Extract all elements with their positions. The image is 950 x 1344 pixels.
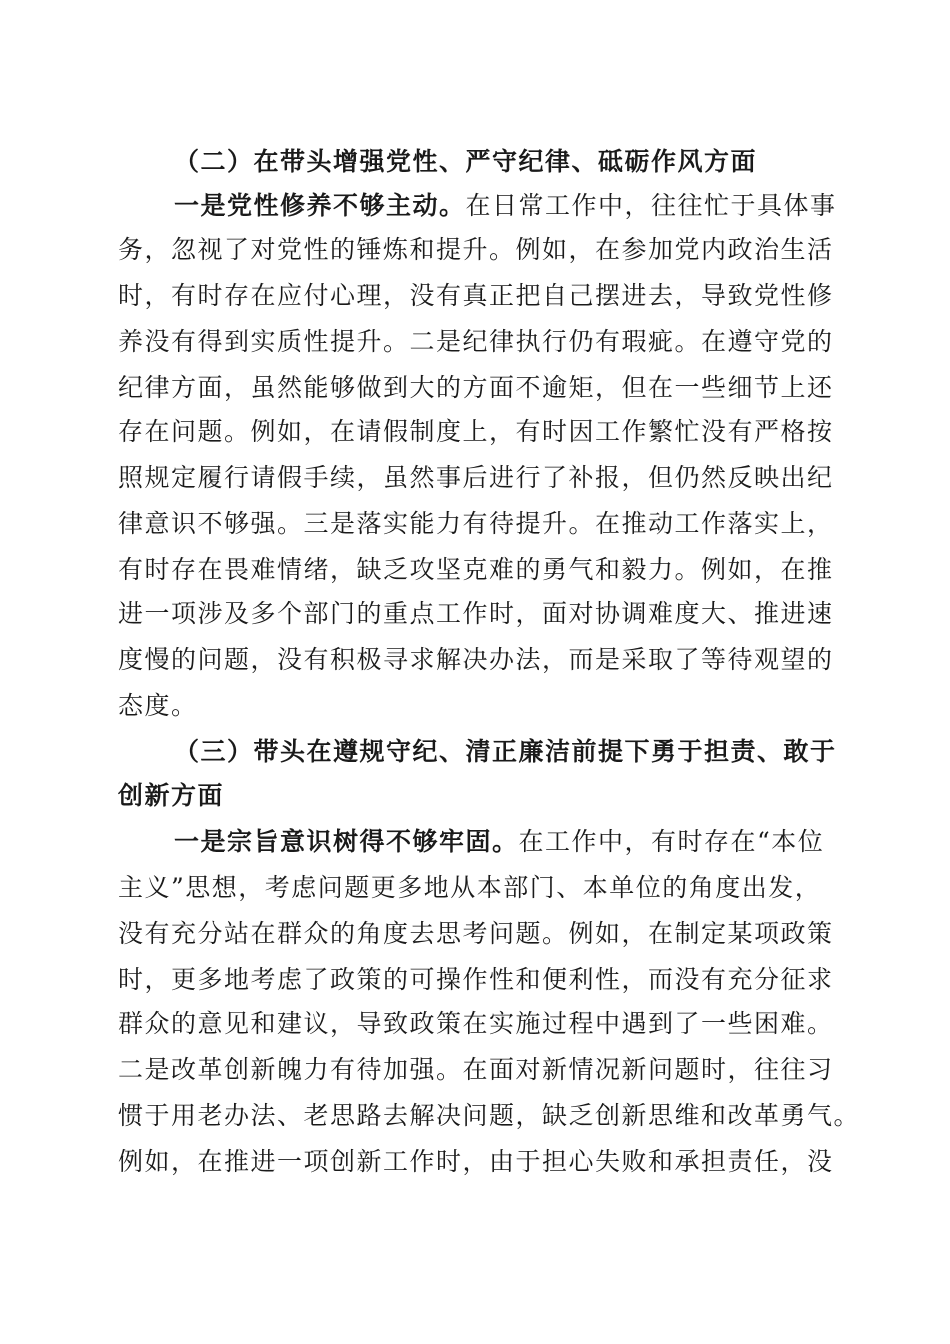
paragraph-line — [118, 1048, 834, 1092]
line-text: 群众的意见和建议，导致政策在实施过程中遇到了一些困难。 — [118, 1009, 834, 1038]
paragraph-lead: 一是宗旨意识树得不够牢固。 — [174, 827, 519, 856]
section-heading-line — [118, 774, 224, 818]
paragraph-line — [118, 228, 834, 272]
paragraph-line — [118, 1094, 860, 1138]
line-text: 律意识不够强。三是落实能力有待提升。在推动工作落实上， — [118, 509, 834, 538]
line-text: 有时存在畏难情绪，缺乏攻坚克难的勇气和毅力。例如，在推 — [118, 555, 834, 584]
paragraph-line — [118, 592, 834, 636]
line-text: 在日常工作中，往往忙于具体事 — [465, 191, 837, 220]
line-text: 创新方面 — [118, 781, 225, 810]
line-text: 例如，在推进一项创新工作时，由于担心失败和承担责任，没 — [118, 1147, 834, 1176]
paragraph-line — [118, 548, 834, 592]
paragraph-line — [118, 958, 834, 1002]
paragraph-line — [118, 320, 834, 364]
paragraph-line — [118, 410, 834, 454]
line-text: 纪律方面，虽然能够做到大的方面不逾矩，但在一些细节上还 — [118, 373, 834, 402]
line-text: 时，有时存在应付心理，没有真正把自己摆进去，导致党性修 — [118, 281, 834, 310]
line-text: 没有充分站在群众的角度去思考问题。例如，在制定某项政策 — [118, 919, 834, 948]
line-text: 主义”思想，考虑问题更多地从本部门、本单位的角度出发， — [118, 873, 822, 902]
paragraph-line — [118, 502, 834, 546]
paragraph-line — [118, 274, 834, 318]
line-text: （二）在带头增强党性、严守纪律、砥砺作风方面 — [174, 147, 758, 176]
paragraph-line — [118, 366, 834, 410]
paragraph-line — [118, 456, 834, 500]
paragraph-lead: 一是党性修养不够主动。 — [174, 191, 466, 220]
paragraph-line — [118, 1140, 834, 1184]
line-text: 务，忽视了对党性的锤炼和提升。例如，在参加党内政治生活 — [118, 235, 834, 264]
line-text: 在工作中，有时存在“本位 — [518, 827, 825, 856]
line-text: 惯于用老办法、老思路去解决问题，缺乏创新思维和改革勇气。 — [118, 1101, 861, 1130]
paragraph-line — [118, 1002, 834, 1046]
line-text: 度慢的问题，没有积极寻求解决办法，而是采取了等待观望的 — [118, 645, 834, 674]
section-heading-line — [174, 730, 837, 774]
line-text: 二是改革创新魄力有待加强。在面对新情况新问题时，往往习 — [118, 1055, 834, 1084]
line-text: 进一项涉及多个部门的重点工作时，面对协调难度大、推进速 — [118, 599, 834, 628]
paragraph-line — [118, 866, 821, 910]
section-heading-line — [174, 140, 757, 184]
line-text: 存在问题。例如，在请假制度上，有时因工作繁忙没有严格按 — [118, 417, 834, 446]
paragraph-line — [118, 912, 834, 956]
paragraph-line — [118, 684, 198, 728]
paragraph-line — [118, 638, 834, 682]
line-text: 照规定履行请假手续，虽然事后进行了补报，但仍然反映出纪 — [118, 463, 834, 492]
line-text: 态度。 — [118, 691, 198, 720]
line-text: （三）带头在遵规守纪、清正廉洁前提下勇于担责、敢于 — [174, 737, 837, 766]
line-text: 养没有得到实质性提升。二是纪律执行仍有瑕疵。在遵守党的 — [118, 327, 834, 356]
line-text: 时，更多地考虑了政策的可操作性和便利性，而没有充分征求 — [118, 965, 834, 994]
paragraph-line — [174, 184, 837, 228]
paragraph-line — [174, 820, 824, 864]
